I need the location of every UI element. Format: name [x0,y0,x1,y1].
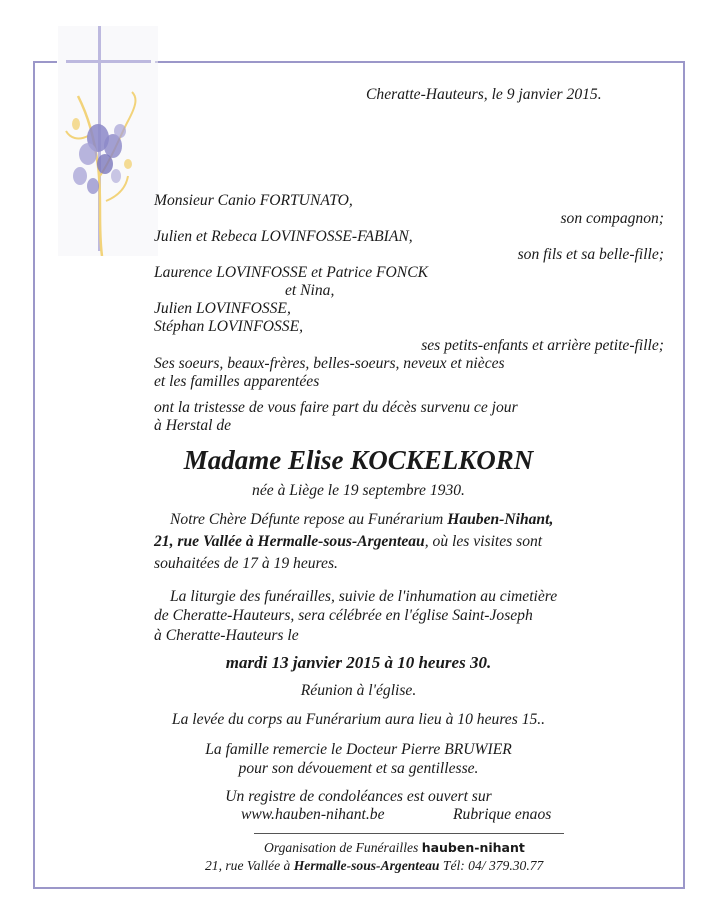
announcement-line: à Herstal de [154,417,232,434]
footer-phone: Tél: 04/ 379.30.77 [439,858,544,873]
registry-section: Rubrique enaos [453,806,552,823]
funeral-datetime: mardi 13 janvier 2015 à 10 heures 30. [225,653,492,672]
family-relation: son compagnon; [560,210,664,227]
brand-name: hauben-nihant [421,840,525,855]
cross-flower-illustration [58,26,158,256]
announcement-line: ont la tristesse de vous faire part du décès survenu ce jour [154,399,518,416]
family-line: Monsieur Canio FORTUNATO, [154,192,353,209]
family-line: et Nina, [285,282,335,299]
meeting-place: Réunion à l'église. [300,682,417,699]
family-line: Stéphan LOVINFOSSE, [154,318,303,335]
family-line: Ses soeurs, beaux-frères, belles-soeurs, neveux et nièces [154,355,505,372]
liturgy-line: de Cheratte-Hauteurs, sera célébrée en l'église Saint-Joseph [154,607,533,624]
visit-line: 21, rue Vallée à Hermalle-sous-Argenteau, où les visites sont [154,533,543,550]
registry-website[interactable]: www.hauben-nihant.be [241,806,385,823]
place-date: Cheratte-Hauteurs, le 9 janvier 2015. [366,86,602,103]
family-line: Laurence LOVINFOSSE et Patrice FONCK [154,264,429,281]
deceased-name: Madame Elise KOCKELKORN [183,445,534,475]
family-line: Julien et Rebeca LOVINFOSSE-FABIAN, [154,228,413,245]
family-relation: ses petits-enfants et arrière petite-fille; [421,337,664,354]
family-line: et les familles apparentées [154,373,320,390]
liturgy-line: à Cheratte-Hauteurs le [154,627,299,644]
family-line: Julien LOVINFOSSE, [154,300,291,317]
family-relation: son fils et sa belle-fille; [517,246,664,263]
levee-info: La levée du corps au Funérarium aura lieu à 10 heures 15.. [171,711,546,728]
birth-info: née à Liège le 19 septembre 1930. [252,482,465,499]
thanks-line: pour son dévouement et sa gentillesse. [238,760,479,777]
liturgy-line: La liturgie des funérailles, suivie de l'inhumation au cimetière [170,588,558,605]
footer-organisation: Organisation de Funérailles hauben-nihant [264,840,525,855]
visit-line: Notre Chère Défunte repose au Funérarium Hauben-Nihant, [170,511,554,528]
footer-divider [254,833,564,834]
visit-hours: souhaitées de 17 à 19 heures. [154,555,338,572]
footer-address: 21, rue Vallée à Hermalle-sous-Argenteau Tél: 04/ 379.30.77 [205,858,544,873]
registry-line: Un registre de condoléances est ouvert sur [225,788,492,805]
thanks-line: La famille remercie le Docteur Pierre BRUWIER [205,741,512,758]
funeral-home-name: Hauben-Nihant, [447,511,554,528]
funeral-home-address: 21, rue Vallée à Hermalle-sous-Argenteau [154,533,425,550]
